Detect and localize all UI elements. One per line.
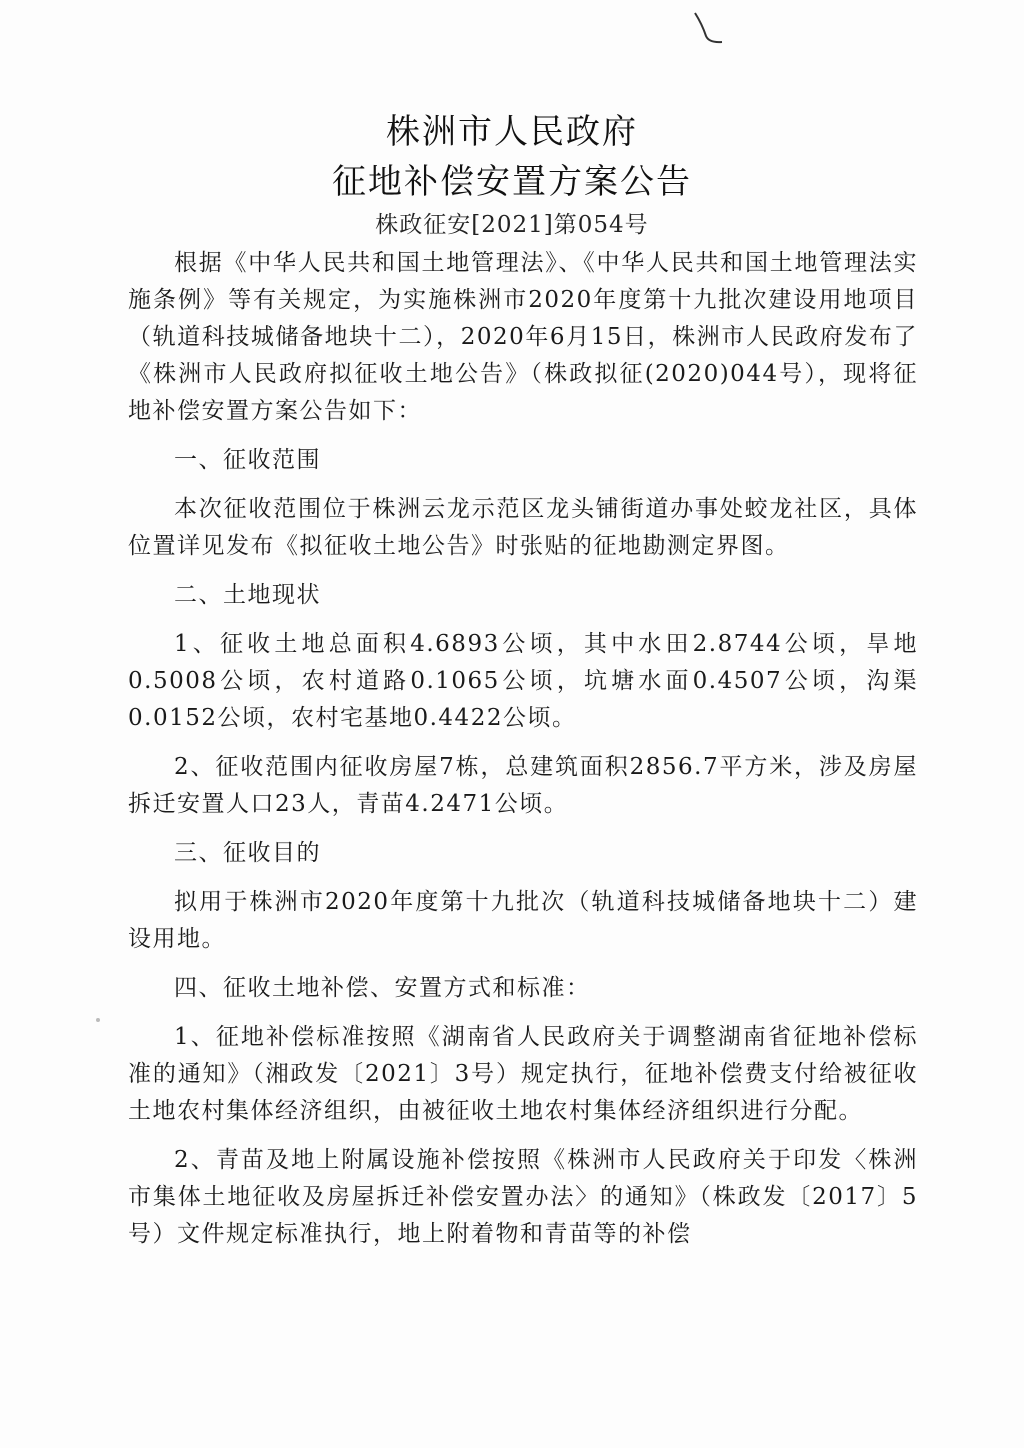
scan-stroke-mark bbox=[692, 10, 726, 46]
section-3-heading: 三、征收目的 bbox=[174, 840, 321, 866]
title-line-2: 征地补偿安置方案公告 bbox=[332, 162, 692, 202]
section-1-text: 本次征收范围位于株洲云龙示范区龙头铺街道办事处蛟龙社区，具体位置详见发布《拟征收土地公告》时张贴的征地勘测定界图。 bbox=[128, 496, 918, 559]
document-number: 株政征安[2021]第054号 bbox=[375, 212, 649, 238]
section-2-item-2: 2、征收范围内征收房屋7栋，总建筑面积2856.7平方米，涉及房屋拆迁安置人口23人，青苗4.2471公顷。 bbox=[128, 754, 918, 817]
section-3-text: 拟用于株洲市2020年度第十九批次（轨道科技城储备地块十二）建设用地。 bbox=[128, 889, 918, 952]
scan-speck bbox=[96, 1018, 100, 1022]
section-4-item-1: 1、征地补偿标准按照《湖南省人民政府关于调整湖南省征地补偿标准的通知》（湘政发〔2021〕3号）规定执行，征地补偿费支付给被征收土地农村集体经济组织，由被征收土地农村集体经济组织进行分配。 bbox=[128, 1024, 918, 1124]
document-body bbox=[128, 245, 918, 1265]
section-4-heading: 四、征收土地补偿、安置方式和标准： bbox=[174, 975, 591, 1001]
title-line-1: 株洲市人民政府 bbox=[386, 112, 638, 152]
section-2-heading: 二、土地现状 bbox=[174, 582, 321, 608]
intro-paragraph: 根据《中华人民共和国土地管理法》、《中华人民共和国土地管理法实施条例》等有关规定，为实施株洲市2020年度第十九批次建设用地项目（轨道科技城储备地块十二），2020年6月15日，株洲市人民政府发布了《株洲市人民政府拟征收土地公告》（株政拟征(2020)044号），现将征地补偿安置方案公告如下： bbox=[128, 250, 918, 424]
section-2-item-1: 1、征收土地总面积4.6893公顷，其中水田2.8744公顷，旱地0.5008公顷，农村道路0.1065公顷，坑塘水面0.4507公顷，沟渠0.0152公顷，农村宅基地0.4422公顷。 bbox=[128, 631, 918, 731]
section-1-heading: 一、征收范围 bbox=[174, 447, 321, 473]
section-4-item-2: 2、青苗及地上附属设施补偿按照《株洲市人民政府关于印发〈株洲市集体土地征收及房屋拆迁补偿安置办法〉的通知》（株政发〔2017〕5号）文件规定标准执行，地上附着物和青苗等的补偿 bbox=[128, 1147, 918, 1247]
